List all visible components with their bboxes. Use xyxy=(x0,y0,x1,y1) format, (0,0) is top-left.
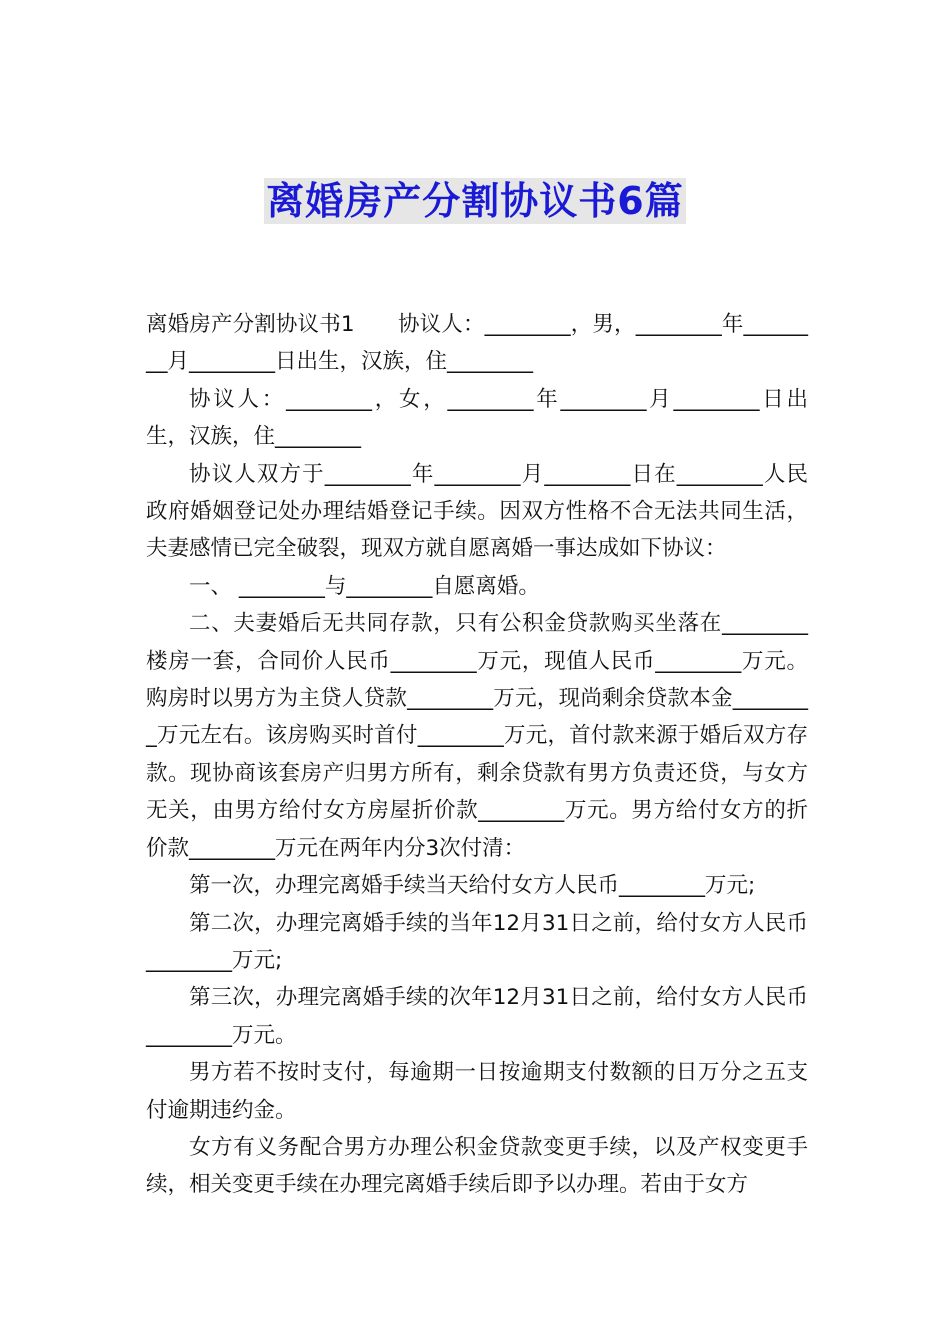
paragraph-4: 一、 ________与________自愿离婚。 xyxy=(189,573,540,599)
paragraph-2: 协议人：________，女，________年________月________日出生，汉族，住________ xyxy=(146,386,808,450)
document-title: 离婚房产分割协议书6篇 xyxy=(266,179,684,223)
paragraph-3: 协议人双方于________年________月________日在________人民政府婚姻登记处办理结婚登记手续。因双方性格不合无法共同生活，夫妻感情已完全破裂，现双方就自愿离婚一事达成如下协议： xyxy=(146,461,808,562)
paragraph-8: 第三次，办理完离婚手续的次年12月31日之前，给付女方人民币________万元。 xyxy=(146,985,808,1048)
title-container xyxy=(0,178,950,224)
paragraph-5: 二、夫妻婚后无共同存款，只有公积金贷款购买坐落在________楼房一套，合同价人民币________万元，现值人民币________万元。购房时以男方为主贷人贷款________万元，现尚剩余贷款本金________万元左右。该房购买时首付________万元，首付款来源于婚后双方存款。现协商该套房产归男方所有，剩余贷款有男方负责还贷，与女方无关，由男方给付女方房屋折价款________万元。男方给付女方的折价款________万元在两年内分3次付清： xyxy=(146,611,808,861)
paragraph-6: 第一次，办理完离婚手续当天给付女方人民币________万元; xyxy=(189,873,756,899)
paragraph-1: 离婚房产分割协议书1 协议人：________，男，________年________月________日出生，汉族，住________ xyxy=(146,312,808,375)
paragraph-10: 女方有义务配合男方办理公积金贷款变更手续，以及产权变更手续，相关变更手续在办理完离婚手续后即予以办理。若由于女方 xyxy=(146,1134,808,1198)
paragraph-9: 男方若不按时支付，每逾期一日按逾期支付数额的日万分之五支付逾期违约金。 xyxy=(146,1060,808,1123)
paragraph-7: 第二次，办理完离婚手续的当年12月31日之前，给付女方人民币________万元; xyxy=(146,910,808,973)
document-body xyxy=(146,306,808,1204)
